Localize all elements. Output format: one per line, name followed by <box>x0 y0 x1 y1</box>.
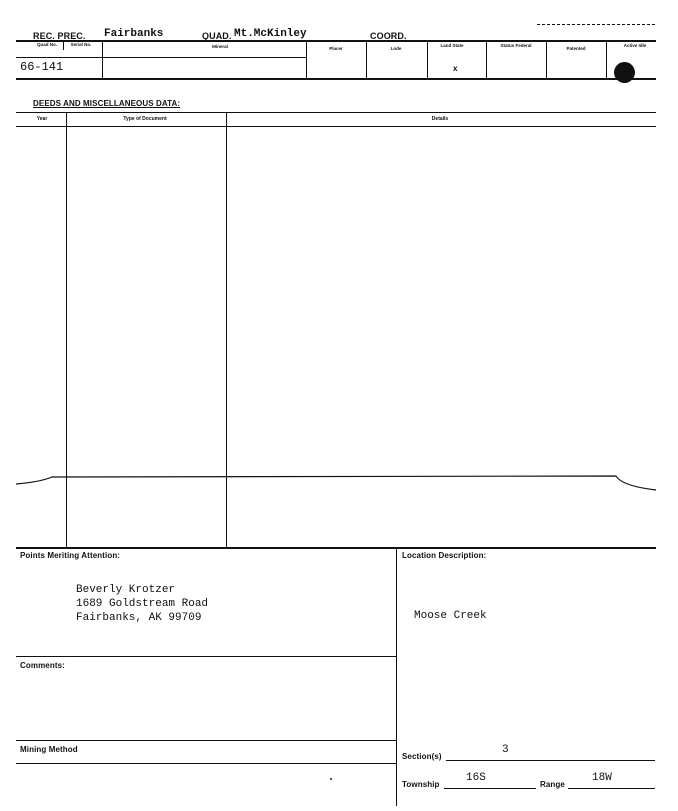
land-state-mark: x <box>453 64 458 73</box>
column-header-rule-left <box>16 57 306 58</box>
range-underline <box>568 788 655 789</box>
rec-prec-label: REC. PREC. <box>33 31 86 41</box>
col-status-federal: Status Federal <box>500 43 532 48</box>
fold-line <box>0 468 678 494</box>
points-line-3[interactable]: Fairbanks, AK 99709 <box>76 612 202 624</box>
col-year: Year <box>36 116 48 122</box>
points-label: Points Meriting Attention: <box>20 551 121 560</box>
col-placer: Placer <box>329 46 343 51</box>
col-divider <box>102 41 103 78</box>
col-lode: Lode <box>390 46 402 51</box>
section-label: Section(s) <box>402 752 442 761</box>
quad-label: QUAD. <box>202 31 232 41</box>
col-divider <box>546 41 547 78</box>
quad-value[interactable]: Mt.McKinley <box>234 28 307 40</box>
punch-hole-dot <box>614 62 635 83</box>
col-divider <box>63 41 64 50</box>
header-dash-line <box>537 24 655 25</box>
comments-label: Comments: <box>20 661 65 670</box>
rec-prec-value[interactable]: Fairbanks <box>104 28 164 40</box>
deeds-header-rule <box>16 126 656 127</box>
township-label: Township <box>402 780 440 789</box>
township-underline <box>444 788 536 789</box>
col-divider <box>486 41 487 78</box>
location-label: Location Description: <box>402 551 487 560</box>
col-divider <box>427 41 428 78</box>
deeds-top-rule <box>16 112 656 113</box>
comments-rule <box>16 656 396 657</box>
col-divider <box>306 41 307 78</box>
section-underline <box>446 760 655 761</box>
coord-label: COORD. <box>370 31 407 41</box>
quad-no-value[interactable]: 66-141 <box>20 60 64 74</box>
col-divider <box>366 41 367 78</box>
range-value[interactable]: 18W <box>592 772 612 784</box>
mining-bottom-rule <box>16 763 396 764</box>
deeds-title: DEEDS AND MISCELLANEOUS DATA: <box>33 99 181 108</box>
col-mineral: Mineral <box>212 44 228 49</box>
speck <box>330 778 332 780</box>
section-value[interactable]: 3 <box>502 744 509 756</box>
header-bottom-rule <box>16 78 656 80</box>
mining-rule <box>16 740 396 741</box>
bottom-center-divider <box>396 548 397 806</box>
col-divider <box>606 41 607 78</box>
mining-method-label: Mining Method <box>20 745 78 754</box>
location-value[interactable]: Moose Creek <box>414 610 487 622</box>
col-details: Details <box>431 116 449 122</box>
col-patented: Patented <box>566 46 586 51</box>
range-label: Range <box>540 780 565 789</box>
col-land-state: Land State <box>440 43 464 48</box>
col-type-of-document: Type of Document <box>123 116 167 122</box>
col-serial-no: Serial No. <box>70 42 92 47</box>
points-line-1[interactable]: Beverly Krotzer <box>76 584 176 596</box>
col-active-idle: Active Idle <box>623 43 647 48</box>
bottom-section-rule <box>16 547 656 549</box>
col-quad-no: Quad No. <box>37 42 57 47</box>
header-top-rule <box>16 40 656 42</box>
points-line-2[interactable]: 1689 Goldstream Road <box>76 598 209 610</box>
township-value[interactable]: 16S <box>466 772 486 784</box>
